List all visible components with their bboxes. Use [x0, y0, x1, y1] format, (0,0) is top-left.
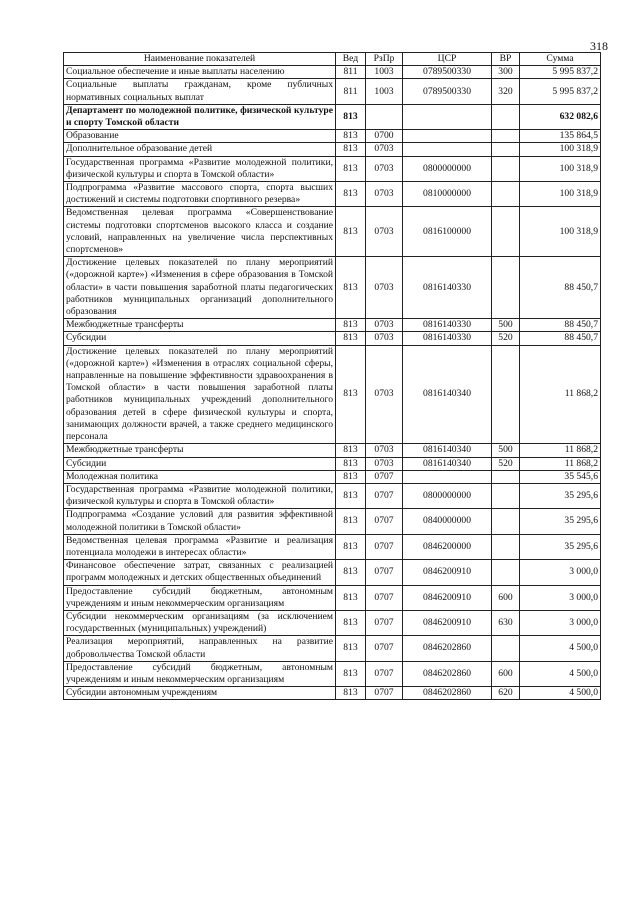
table-row [64, 444, 601, 457]
cell-csr: 0816140330 [403, 332, 492, 345]
cell-vr [492, 560, 520, 585]
cell-vr: 520 [492, 457, 520, 470]
cell-csr [403, 104, 492, 129]
cell-rzpr: 0707 [366, 483, 403, 508]
cell-csr: 0816140340 [403, 444, 492, 457]
table-row [64, 483, 601, 508]
cell-vr [492, 534, 520, 559]
cell-sum: 100 318,9 [520, 143, 601, 156]
table-row [64, 319, 601, 332]
cell-vr [492, 182, 520, 207]
cell-ved: 813 [336, 457, 366, 470]
cell-sum: 100 318,9 [520, 182, 601, 207]
cell-ved: 813 [336, 104, 366, 129]
table-row [64, 610, 601, 635]
cell-sum: 4 500,0 [520, 661, 601, 686]
cell-vr: 500 [492, 319, 520, 332]
cell-name: Реализация мероприятий, направленных на развитие добровольчества Томской области [64, 636, 336, 661]
cell-csr: 0840000000 [403, 509, 492, 534]
cell-rzpr: 0707 [366, 636, 403, 661]
cell-name: Межбюджетные трансферты [64, 444, 336, 457]
cell-name: Социальные выплаты гражданам, кроме публичных нормативных социальных выплат [64, 79, 336, 104]
cell-csr: 0846200910 [403, 560, 492, 585]
cell-ved: 813 [336, 444, 366, 457]
cell-sum: 3 000,0 [520, 560, 601, 585]
cell-sum: 4 500,0 [520, 636, 601, 661]
cell-ved: 813 [336, 483, 366, 508]
cell-vr [492, 207, 520, 257]
cell-sum: 135 864,5 [520, 130, 601, 143]
cell-name: Департамент по молодежной политике, физической культуре и спорту Томской области [64, 104, 336, 129]
header-name: Наименование показателей [64, 53, 336, 66]
cell-rzpr: 0707 [366, 560, 403, 585]
cell-ved: 813 [336, 207, 366, 257]
cell-ved: 813 [336, 661, 366, 686]
cell-csr: 0816100000 [403, 207, 492, 257]
cell-rzpr: 0703 [366, 345, 403, 444]
cell-name: Подпрограмма «Развитие массового спорта, спорта высших достижений и системы подготовки спортивного резерва» [64, 182, 336, 207]
table-body [64, 66, 601, 700]
page-number: 318 [590, 39, 608, 53]
cell-csr: 0816140330 [403, 319, 492, 332]
cell-ved: 813 [336, 509, 366, 534]
table-row [64, 130, 601, 143]
cell-name: Государственная программа «Развитие молодежной политики, физической культуры и спорта в Томской области» [64, 483, 336, 508]
cell-ved: 811 [336, 66, 366, 79]
cell-vr [492, 257, 520, 319]
cell-sum: 5 995 837,2 [520, 79, 601, 104]
cell-name: Ведомственная целевая программа «Развитие и реализация потенциала молодежи в интересах области» [64, 534, 336, 559]
cell-csr: 0816140330 [403, 257, 492, 319]
cell-csr: 0810000000 [403, 182, 492, 207]
cell-vr: 320 [492, 79, 520, 104]
cell-ved: 813 [336, 332, 366, 345]
cell-name: Предоставление субсидий бюджетным, автономным учреждениям и иным некоммерческим организациям [64, 585, 336, 610]
cell-rzpr: 0707 [366, 661, 403, 686]
cell-rzpr: 0703 [366, 332, 403, 345]
cell-vr: 500 [492, 444, 520, 457]
cell-name: Субсидии некоммерческим организациям (за исключением государственных (муниципальных) учреждений) [64, 610, 336, 635]
cell-csr: 0816140340 [403, 345, 492, 444]
cell-csr: 0789500330 [403, 79, 492, 104]
table-row [64, 457, 601, 470]
cell-csr: 0800000000 [403, 156, 492, 181]
cell-name: Субсидии [64, 457, 336, 470]
table-row [64, 661, 601, 686]
cell-vr: 520 [492, 332, 520, 345]
cell-rzpr: 1003 [366, 79, 403, 104]
cell-sum: 35 545,6 [520, 470, 601, 483]
cell-csr: 0846202860 [403, 636, 492, 661]
cell-ved: 813 [336, 182, 366, 207]
cell-ved: 813 [336, 345, 366, 444]
cell-csr: 0846202860 [403, 687, 492, 700]
cell-ved: 813 [336, 156, 366, 181]
cell-name: Государственная программа «Развитие молодежной политики, физической культуры и спорта в Томской области» [64, 156, 336, 181]
header-sum: Сумма [520, 53, 601, 66]
cell-vr: 630 [492, 610, 520, 635]
header-ved: Вед [336, 53, 366, 66]
cell-vr [492, 156, 520, 181]
cell-name: Предоставление субсидий бюджетным, автономным учреждениям и иным некоммерческим организациям [64, 661, 336, 686]
table-row [64, 534, 601, 559]
cell-sum: 35 295,6 [520, 509, 601, 534]
cell-name: Субсидии автономным учреждениям [64, 687, 336, 700]
table-row [64, 79, 601, 104]
cell-sum: 3 000,0 [520, 585, 601, 610]
cell-rzpr: 0707 [366, 610, 403, 635]
cell-ved: 813 [336, 687, 366, 700]
cell-sum: 100 318,9 [520, 207, 601, 257]
table-header-row [64, 53, 601, 66]
cell-csr: 0846200000 [403, 534, 492, 559]
cell-rzpr: 0703 [366, 457, 403, 470]
header-rzpr: РзПр [366, 53, 403, 66]
cell-rzpr: 0707 [366, 509, 403, 534]
cell-name: Субсидии [64, 332, 336, 345]
cell-ved: 813 [336, 610, 366, 635]
table-row [64, 560, 601, 585]
cell-name: Достижение целевых показателей по плану мероприятий («дорожной карте») «Изменения в отраслях социальной сферы, направленные на повышение эффективности здравоохранения в Томской области» в части повышения заработной платы работников муниципальных учреждений дополнительного образования детей в сфере физической культуры и спорта, занимающих должности врачей, а также среднего медицинского персонала [64, 345, 336, 444]
cell-sum: 3 000,0 [520, 610, 601, 635]
cell-rzpr: 0703 [366, 257, 403, 319]
table-row [64, 156, 601, 181]
table-row [64, 143, 601, 156]
cell-rzpr: 0707 [366, 585, 403, 610]
cell-rzpr: 0700 [366, 130, 403, 143]
table-row [64, 66, 601, 79]
cell-sum: 4 500,0 [520, 687, 601, 700]
cell-vr: 300 [492, 66, 520, 79]
cell-ved: 813 [336, 130, 366, 143]
cell-ved: 813 [336, 470, 366, 483]
cell-ved: 813 [336, 585, 366, 610]
table-row [64, 470, 601, 483]
table-row [64, 636, 601, 661]
cell-rzpr: 0703 [366, 143, 403, 156]
cell-name: Достижение целевых показателей по плану мероприятий («дорожной карте») «Изменения в сфере образования в Томской области» в части повышения заработной платы педагогических работников муниципальных организаций дополнительного образования [64, 257, 336, 319]
cell-ved: 813 [336, 636, 366, 661]
cell-name: Межбюджетные трансферты [64, 319, 336, 332]
cell-vr [492, 470, 520, 483]
cell-name: Образование [64, 130, 336, 143]
cell-rzpr: 0707 [366, 534, 403, 559]
cell-rzpr [366, 104, 403, 129]
cell-name: Молодежная политика [64, 470, 336, 483]
cell-rzpr: 0707 [366, 687, 403, 700]
table-row [64, 332, 601, 345]
cell-sum: 35 295,6 [520, 534, 601, 559]
cell-name: Ведомственная целевая программа «Совершенствование системы подготовки спортсменов высокого класса и создание условий, направленных на увеличение числа перспективных спортсменов» [64, 207, 336, 257]
cell-rzpr: 0703 [366, 182, 403, 207]
cell-name: Дополнительное образование детей [64, 143, 336, 156]
cell-csr: 0816140340 [403, 457, 492, 470]
cell-vr: 600 [492, 661, 520, 686]
table-row [64, 687, 601, 700]
cell-name: Финансовое обеспечение затрат, связанных с реализацией программ молодежных и детских общественных объединений [64, 560, 336, 585]
cell-sum: 5 995 837,2 [520, 66, 601, 79]
header-vr: ВР [492, 53, 520, 66]
cell-ved: 813 [336, 257, 366, 319]
cell-ved: 813 [336, 319, 366, 332]
cell-rzpr: 0703 [366, 156, 403, 181]
cell-sum: 11 868,2 [520, 444, 601, 457]
cell-csr: 0846202860 [403, 661, 492, 686]
cell-rzpr: 0707 [366, 470, 403, 483]
cell-rzpr: 1003 [366, 66, 403, 79]
cell-ved: 813 [336, 560, 366, 585]
cell-rzpr: 0703 [366, 207, 403, 257]
cell-csr: 0846200910 [403, 610, 492, 635]
cell-vr [492, 509, 520, 534]
cell-sum: 11 868,2 [520, 457, 601, 470]
cell-name: Социальное обеспечение и иные выплаты населению [64, 66, 336, 79]
cell-csr [403, 143, 492, 156]
cell-vr [492, 483, 520, 508]
cell-vr [492, 143, 520, 156]
cell-vr [492, 345, 520, 444]
cell-csr: 0789500330 [403, 66, 492, 79]
cell-csr [403, 470, 492, 483]
cell-csr: 0846200910 [403, 585, 492, 610]
budget-table [63, 52, 601, 700]
cell-sum: 88 450,7 [520, 319, 601, 332]
table-row [64, 345, 601, 444]
cell-vr [492, 104, 520, 129]
cell-sum: 35 295,6 [520, 483, 601, 508]
cell-csr [403, 130, 492, 143]
cell-ved: 813 [336, 534, 366, 559]
cell-rzpr: 0703 [366, 444, 403, 457]
cell-sum: 11 868,2 [520, 345, 601, 444]
cell-sum: 88 450,7 [520, 257, 601, 319]
cell-sum: 100 318,9 [520, 156, 601, 181]
table-row [64, 257, 601, 319]
cell-rzpr: 0703 [366, 319, 403, 332]
table-row [64, 509, 601, 534]
cell-vr: 620 [492, 687, 520, 700]
table-row [64, 182, 601, 207]
table-row [64, 207, 601, 257]
cell-sum: 632 082,6 [520, 104, 601, 129]
cell-vr [492, 636, 520, 661]
cell-vr: 600 [492, 585, 520, 610]
cell-vr [492, 130, 520, 143]
cell-ved: 811 [336, 79, 366, 104]
cell-csr: 0800000000 [403, 483, 492, 508]
cell-sum: 88 450,7 [520, 332, 601, 345]
table-row [64, 104, 601, 129]
cell-ved: 813 [336, 143, 366, 156]
header-csr: ЦСР [403, 53, 492, 66]
table-row [64, 585, 601, 610]
cell-name: Подпрограмма «Создание условий для развития эффективной молодежной политики в Томской области» [64, 509, 336, 534]
